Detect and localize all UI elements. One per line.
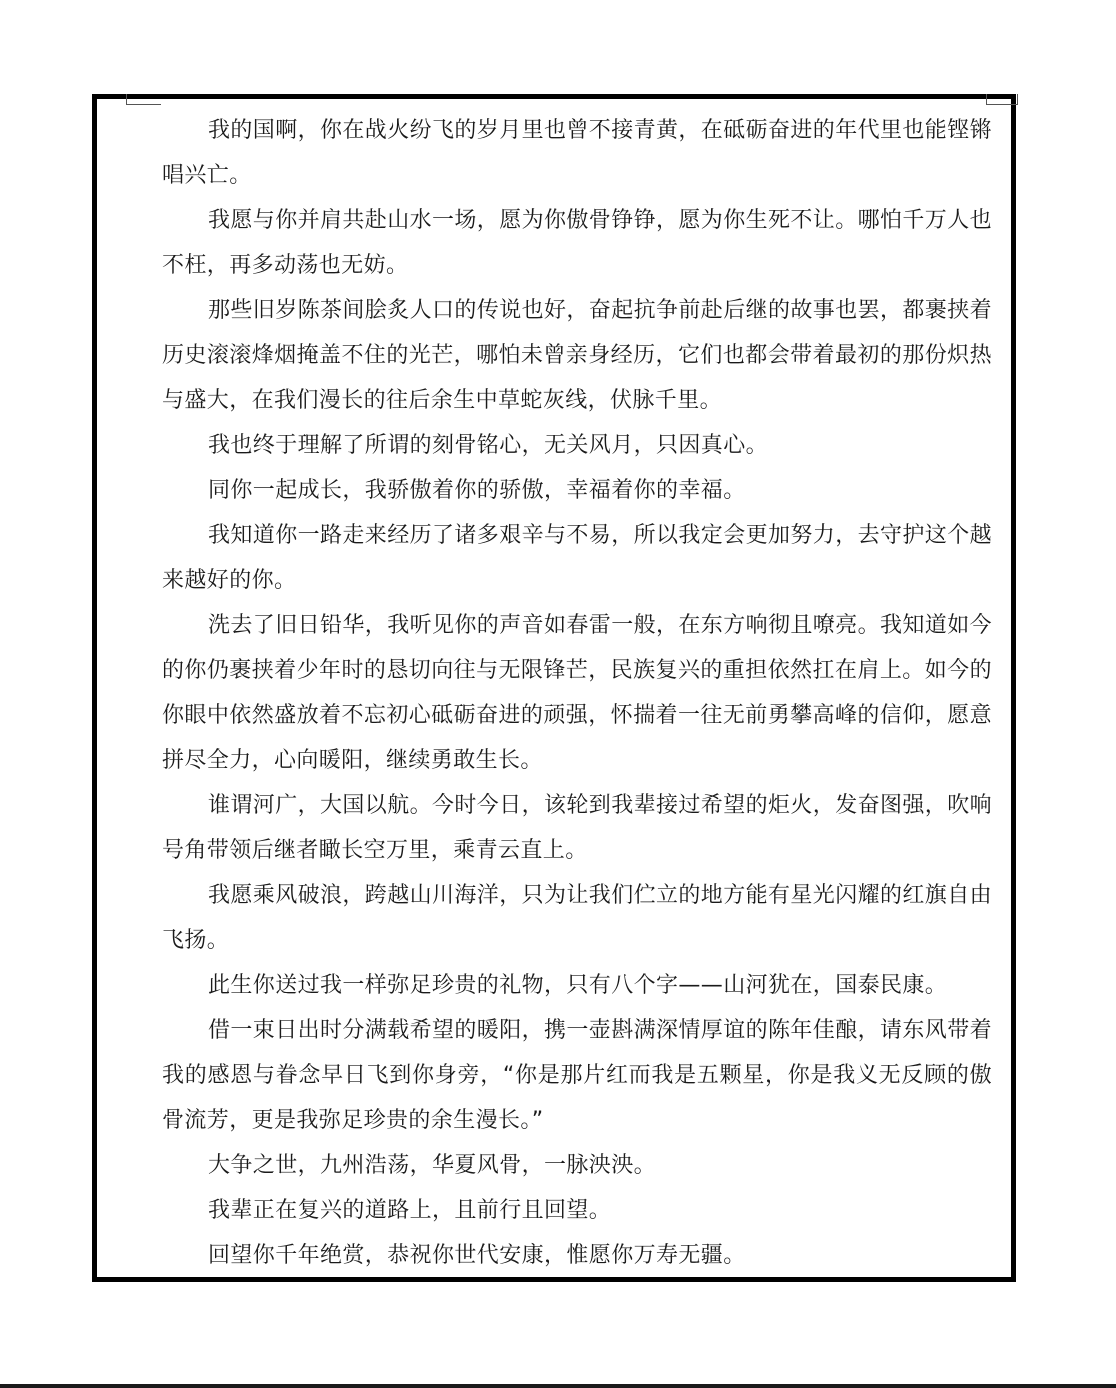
essay-body: [162, 108, 992, 1278]
paragraph: 我也终于理解了所谓的刻骨铭心，无关风月，只因真心。: [208, 433, 769, 458]
paragraph: 我愿与你并肩共赴山水一场，愿为你傲骨铮铮，愿为你生死不让。哪怕千万人也不枉，再多动荡也无妨。: [162, 208, 993, 278]
paragraph: 我的国啊，你在战火纷飞的岁月里也曾不接青黄，在砥砺奋进的年代里也能铿锵唱兴亡。: [162, 118, 993, 188]
paragraph: 借一束日出时分满载希望的暖阳，携一壶斟满深情厚谊的陈年佳酿，请东风带着我的感恩与眷念早日飞到你身旁，“你是那片红而我是五颗星，你是我义无反顾的傲骨流芳，更是我弥足珍贵的余生漫长。”: [162, 1018, 993, 1133]
paragraph: 此生你送过我一样弥足珍贵的礼物，只有八个字——山河犹在，国泰民康。: [208, 973, 948, 998]
paragraph: 我知道你一路走来经历了诸多艰辛与不易，所以我定会更加努力，去守护这个越来越好的你。: [162, 523, 993, 593]
bottom-divider: [0, 1384, 1116, 1388]
paragraph: 我愿乘风破浪，跨越山川海洋，只为让我们伫立的地方能有星光闪耀的红旗自由飞扬。: [162, 883, 993, 953]
paragraph: 大争之世，九州浩荡，华夏风骨，一脉泱泱。: [208, 1153, 657, 1178]
paragraph: 谁谓河广，大国以航。今时今日，该轮到我辈接过希望的炬火，发奋图强，吹响号角带领后继者瞰长空万里，乘青云直上。: [162, 793, 993, 863]
paragraph: 回望你千年绝赏，恭祝你世代安康，惟愿你万寿无疆。: [208, 1243, 746, 1268]
paragraph: 我辈正在复兴的道路上，且前行且回望。: [208, 1198, 612, 1223]
crop-mark-top-right: [986, 94, 1018, 105]
paragraph: 同你一起成长，我骄傲着你的骄傲，幸福着你的幸福。: [208, 478, 746, 503]
paragraph: 洗去了旧日铅华，我听见你的声音如春雷一般，在东方响彻且嘹亮。我知道如今的你仍裹挟着少年时的恳切向往与无限锋芒，民族复兴的重担依然扛在肩上。如今的你眼中依然盛放着不忘初心砥砺奋进的顽强，怀揣着一往无前勇攀高峰的信仰，愿意拼尽全力，心向暖阳，继续勇敢生长。: [162, 613, 993, 773]
paragraph: 那些旧岁陈茶间脍炙人口的传说也好，奋起抗争前赴后继的故事也罢，都裹挟着历史滚滚烽烟掩盖不住的光芒，哪怕未曾亲身经历，它们也都会带着最初的那份炽热与盛大，在我们漫长的往后余生中草蛇灰线，伏脉千里。: [162, 298, 993, 413]
crop-mark-top-left: [126, 94, 161, 105]
